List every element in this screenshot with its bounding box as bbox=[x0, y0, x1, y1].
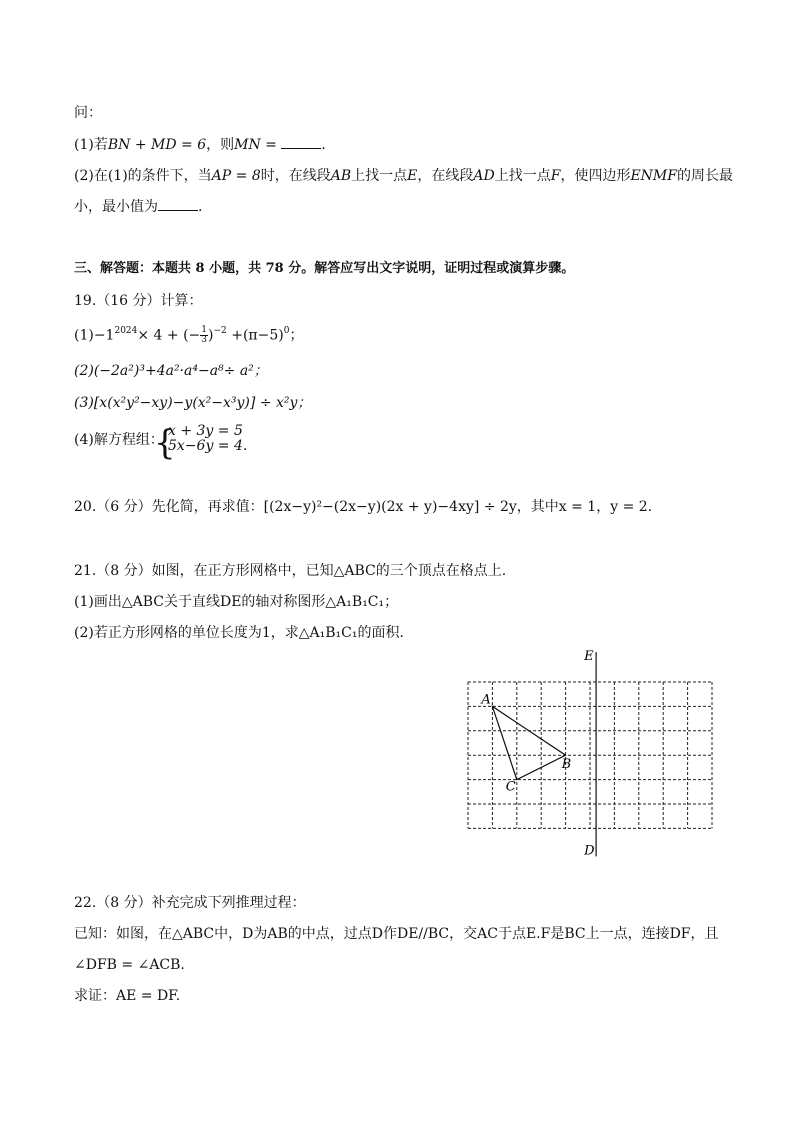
q19-part4-label: (4)解方程组： bbox=[74, 432, 164, 448]
label-A: A bbox=[481, 692, 491, 708]
section3-title: 三、解答题：本题共 8 小题，共 78 分。解答应写出文字说明，证明过程或演算步骤。 bbox=[74, 261, 575, 276]
header-fragment: 问： bbox=[74, 105, 102, 121]
q22-head: 22.（8 分）补充完成下列推理过程： bbox=[74, 895, 306, 911]
q18-p2-ad: AD bbox=[473, 168, 495, 184]
q18-p1-ask: MN = bbox=[234, 137, 282, 153]
q18-p2-ab: AB bbox=[330, 168, 352, 184]
q19-part3: (3)[x(x²y²−xy)−y(x²−x³y)] ÷ x²y； bbox=[74, 395, 312, 411]
q18-p2-line2-end: . bbox=[198, 199, 203, 215]
q19-eq2: 5x−6y = 4 bbox=[168, 438, 243, 454]
triangle-ABC bbox=[492, 706, 565, 779]
q19-system-brace: { bbox=[154, 423, 176, 463]
q18-p2-line2: 小，最小值为 bbox=[74, 199, 158, 215]
q18-p2-ap: AP = 8 bbox=[211, 168, 261, 184]
q18-p2-e-text: 上找一点 bbox=[494, 168, 551, 184]
label-E: E bbox=[584, 649, 594, 664]
q19-eq1: x + 3y = 5 bbox=[168, 423, 243, 439]
q19-p1-num: 1 bbox=[201, 325, 208, 335]
q19-p1-e: ； bbox=[289, 327, 304, 344]
q18-p1-prefix: (1)若 bbox=[74, 137, 108, 153]
q19-p1-den: 3 bbox=[201, 335, 208, 345]
q18-p2-b: 时，在线段 bbox=[260, 168, 331, 184]
q21-part2: (2)若正方形网格的单位长度为1，求△A₁B₁C₁的面积. bbox=[74, 625, 404, 641]
q19-head: 19.（16 分）计算： bbox=[74, 293, 203, 309]
q22-line2: ∠DFB = ∠ACB. bbox=[74, 957, 185, 973]
q18-p1-expr: BN + MD = 6 bbox=[107, 137, 207, 153]
q19-p1-c: ) bbox=[208, 327, 214, 344]
dashed-grid bbox=[468, 682, 712, 828]
q21-part1: (1)画出△ABC关于直线DE的轴对称图形△A₁B₁C₁； bbox=[74, 594, 399, 610]
q18-p2-g: 的周长最 bbox=[676, 168, 733, 184]
q18-p2-e: E bbox=[407, 168, 418, 184]
q18-p2-a: (2)在(1)的条件下，当 bbox=[74, 168, 212, 184]
q19-eq-end: . bbox=[242, 438, 248, 454]
q22-line3: 求证：AE = DF. bbox=[74, 988, 181, 1004]
q18-p2-f-text: ，使四边形 bbox=[560, 168, 631, 184]
q19-p1-exp3: 0 bbox=[283, 325, 290, 336]
q19-p1-exp: 2024 bbox=[114, 325, 138, 336]
q18-p2-f: F bbox=[550, 168, 561, 184]
q19-p1-b: × 4 + (− bbox=[137, 327, 201, 344]
q18-p2-c: 上找一点 bbox=[351, 168, 408, 184]
q18-p1-mid: ，则 bbox=[206, 137, 235, 153]
q19-p1-d: +(π−5) bbox=[226, 327, 284, 344]
label-C: C bbox=[505, 779, 516, 795]
q19-p1-exp2: −2 bbox=[213, 325, 227, 336]
q20-text: 20.（6 分）先化简，再求值：[(2x−y)²−(2x−y)(2x + y)−4xy] ÷ 2y，其中x = 1，y = 2. bbox=[74, 499, 653, 515]
q21-head: 21.（8 分）如图，在正方形网格中，已知△ABC的三个顶点在格点上. bbox=[74, 563, 507, 579]
q18-p1-end: . bbox=[321, 137, 326, 153]
label-B: B bbox=[561, 757, 572, 773]
q18-p2-enmf: ENMF bbox=[630, 168, 677, 184]
q22-line1: 已知：如图，在△ABC中，D为AB的中点，过点D作DE//BC，交AC于点E.F是BC上一点，连接DF，且 bbox=[74, 926, 719, 942]
q18-p2-d: ，在线段 bbox=[417, 168, 474, 184]
q19-part2: (2)(−2a²)³+4a²·a⁴−a⁸÷ a²； bbox=[74, 363, 268, 379]
q19-p1-a: (1)−1 bbox=[74, 327, 115, 344]
label-D: D bbox=[584, 843, 595, 859]
